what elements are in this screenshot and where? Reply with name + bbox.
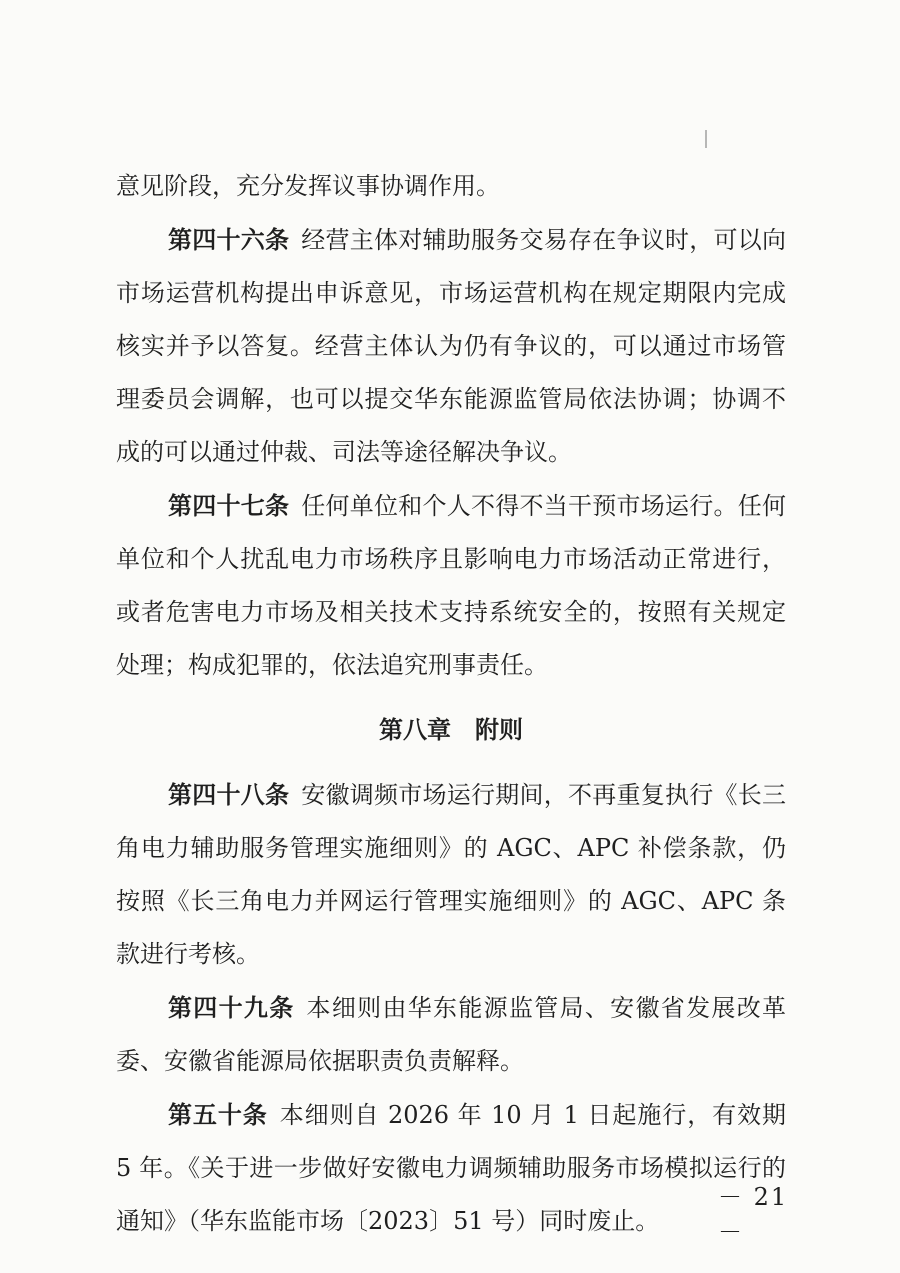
- article-body: 本细则由华东能源监管局、安徽省发展改革委、安徽省能源局依据职责负责解释。: [116, 994, 787, 1075]
- article-47: [116, 479, 786, 692]
- article-body: 本细则自 2026 年 10 月 1 日起施行，有效期 5 年。《关于进一步做好安徽电力调频辅助服务市场模拟运行的通知》（华东监能市场〔2023〕51 号）同时废止。: [116, 1101, 786, 1235]
- chapter-number: 第八章: [379, 716, 451, 744]
- scan-mark: [705, 130, 707, 148]
- page-number: － 21 －: [718, 1183, 789, 1246]
- article-body: 任何单位和个人不得不当干预市场运行。任何单位和个人扰乱电力市场秩序且影响电力市场活动正常进行，或者危害电力市场及相关技术支持系统安全的，按照有关规定处理；构成犯罪的，依法追究刑事责任。: [116, 492, 786, 679]
- article-label: 第四十八条: [168, 780, 290, 809]
- chapter-heading: [116, 702, 786, 758]
- article-label: 第四十六条: [168, 225, 290, 254]
- body-text: [116, 160, 786, 1248]
- chapter-title: 附则: [475, 716, 523, 744]
- article-body: 经营主体对辅助服务交易存在争议时，可以向市场运营机构提出申诉意见，市场运营机构在规定期限内完成核实并予以答复。经营主体认为仍有争议的，可以通过市场管理委员会调解，也可以提交华东能源监管局依法协调；协调不成的可以通过仲裁、司法等途径解决争议。: [116, 226, 786, 466]
- article-label: 第四十九条: [168, 993, 295, 1022]
- article-label: 第四十七条: [168, 491, 290, 520]
- continuation-paragraph: 意见阶段，充分发挥议事协调作用。: [116, 172, 500, 200]
- article-46: [116, 213, 786, 479]
- article-48: [116, 768, 786, 981]
- article-body: 安徽调频市场运行期间，不再重复执行《长三角电力辅助服务管理实施细则》的 AGC、APC 补偿条款，仍按照《长三角电力并网运行管理实施细则》的 AGC、APC 条款进行考核。: [116, 781, 786, 968]
- article-50: [116, 1088, 786, 1248]
- article-49: [116, 981, 786, 1088]
- article-label: 第五十条: [168, 1100, 268, 1129]
